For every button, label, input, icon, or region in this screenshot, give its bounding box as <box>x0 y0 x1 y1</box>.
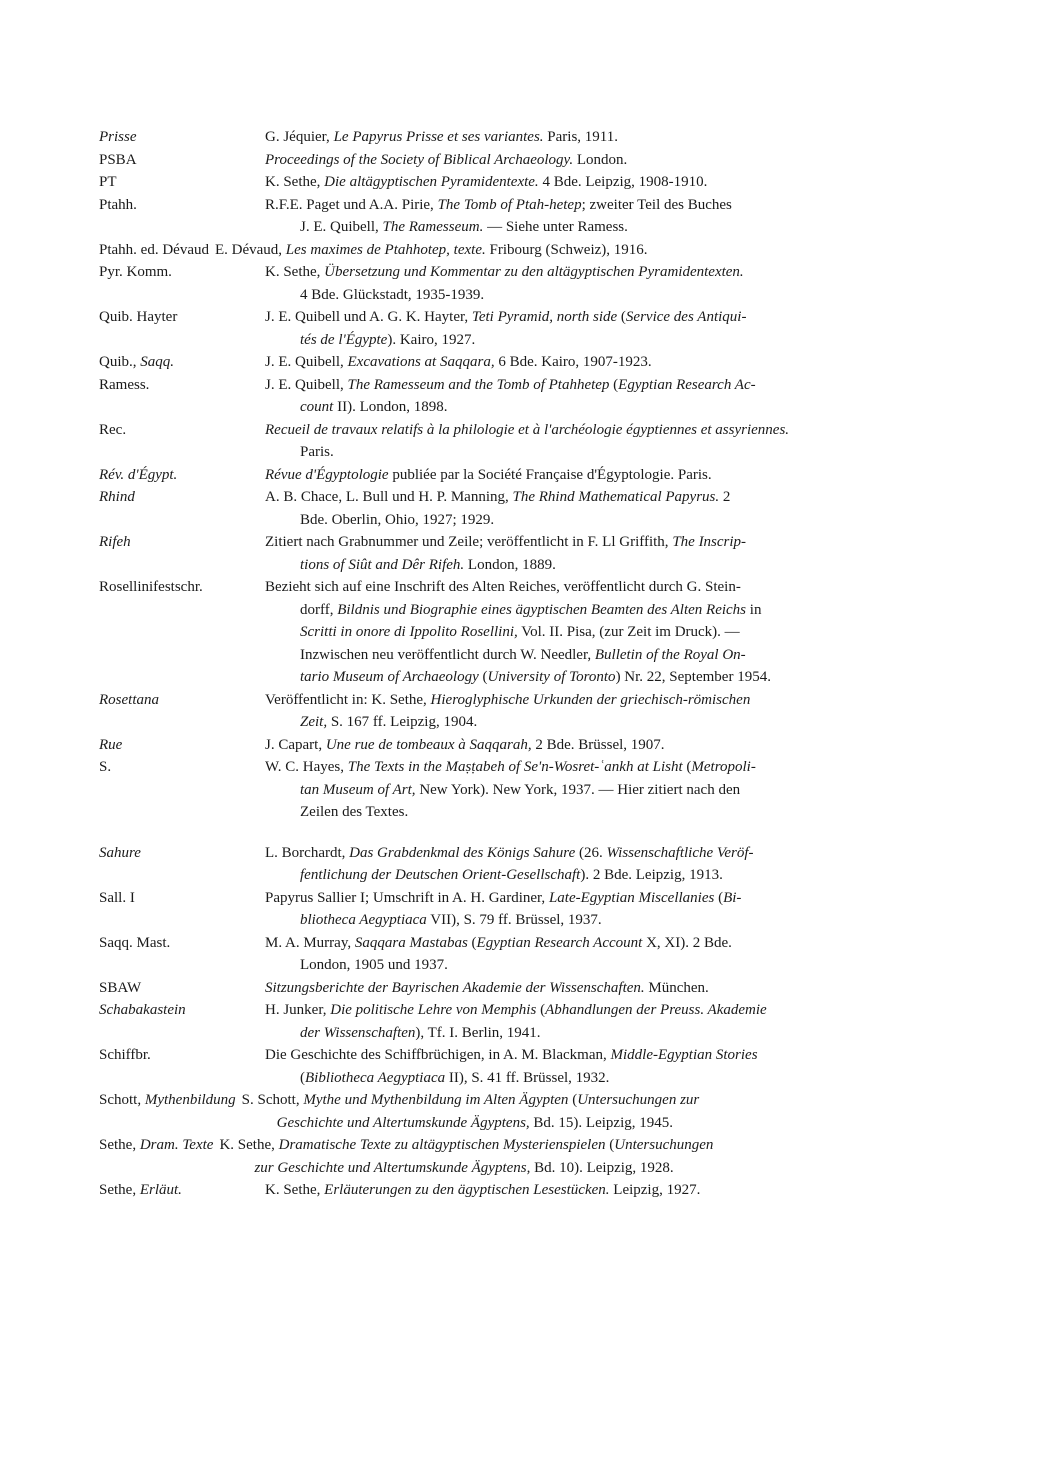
citation-text: Bezieht sich auf eine Inschrift des Alten Reiches, veröffentlicht durch G. Stein- <box>265 579 741 595</box>
citation-text: der Wissenschaften <box>300 1024 416 1041</box>
entry-citation <box>265 999 939 1044</box>
citation-text: Bi- <box>723 889 742 906</box>
citation-text: ( <box>300 1069 305 1086</box>
citation-text: Bd. 10). Leipzig, 1928. <box>530 1159 674 1176</box>
entry-abbreviation <box>99 194 265 239</box>
citation-text: 2 Bde. Brüssel, 1907. <box>531 736 665 753</box>
abbreviation-text: SBAW <box>99 979 142 996</box>
citation-text: Recueil de travaux relatifs à la philologie et à l'archéologie égyptiennes et assyriennes. <box>265 421 790 438</box>
bibliography-entry <box>99 149 939 172</box>
entry-citation <box>265 351 939 374</box>
citation-text: ( <box>714 889 724 906</box>
citation-text: Paris, 1911. <box>543 129 618 145</box>
citation-text: London. <box>573 151 628 168</box>
entry-abbreviation <box>99 306 265 351</box>
bibliography-entry <box>99 1179 939 1202</box>
citation-text: Wissenschaftliche Veröf- <box>606 844 754 861</box>
citation-text: K. Sethe, <box>265 264 325 280</box>
citation-text: Scritti in onore di Ippolito Rosellini, <box>300 624 518 640</box>
entry-abbreviation <box>99 351 265 374</box>
entry-abbreviation <box>99 1179 265 1202</box>
entry-abbreviation <box>99 239 215 262</box>
citation-line <box>265 464 939 487</box>
citation-line <box>265 419 939 442</box>
entry-citation <box>265 932 939 977</box>
bibliography-entry <box>99 171 939 194</box>
abbreviation-text: S. <box>99 759 112 775</box>
citation-text: 6 Bde. Kairo, 1907-1923. <box>494 354 652 370</box>
citation-text: Les maximes de Ptahhotep, texte. <box>285 241 486 258</box>
entry-abbreviation <box>99 689 265 734</box>
abbreviation-text: Rifeh <box>99 534 131 550</box>
bibliography-entry <box>99 419 939 464</box>
bibliography-entry <box>99 261 939 306</box>
citation-line <box>265 374 939 397</box>
citation-text: II). London, 1898. <box>333 399 448 415</box>
entry-abbreviation <box>99 261 265 306</box>
entry-citation <box>265 486 939 531</box>
citation-text: Untersuchungen <box>614 1137 714 1153</box>
citation-text: Fribourg (Schweiz), 1916. <box>485 241 648 258</box>
citation-text: Excavations at Saqqara, <box>347 354 495 370</box>
bibliography-entry <box>99 689 939 734</box>
citation-text: 4 Bde. Leipzig, 1908-1910. <box>538 174 708 190</box>
citation-text: The Texts in the Maṣṭabeh of Se'n-Wosret-ʿankh at Lisht <box>347 759 683 775</box>
abbreviation-text: Rosettana <box>99 691 159 708</box>
citation-line <box>265 801 939 824</box>
citation-text: Middle-Egyptian Stories <box>610 1047 758 1063</box>
entry-citation <box>265 756 939 824</box>
citation-text: Abhandlungen der Preuss. Akademie <box>545 1002 767 1018</box>
abbreviation-text: Ptahh. ed. Dévaud <box>99 241 209 258</box>
bibliography-entry <box>99 194 939 239</box>
entry-abbreviation <box>99 1044 265 1089</box>
citation-text: ). 2 Bde. Leipzig, 1913. <box>580 867 723 883</box>
entry-citation <box>265 531 939 576</box>
abbreviation-text: Rév. d'Égypt. <box>99 466 178 483</box>
citation-line <box>242 1089 939 1112</box>
abbreviation-text: Rhind <box>99 489 135 505</box>
citation-line <box>265 261 939 284</box>
bibliography-entry <box>99 576 939 689</box>
entry-abbreviation <box>99 531 265 576</box>
citation-text: 4 Bde. Glückstadt, 1935-1939. <box>300 286 485 303</box>
citation-line <box>265 441 939 464</box>
citation-line <box>265 554 939 577</box>
bibliography-entry <box>99 887 939 932</box>
citation-text: Die politische Lehre von Memphis <box>330 1002 537 1018</box>
citation-line <box>265 329 939 352</box>
bibliography-entry <box>99 1089 939 1134</box>
citation-text: University of Toronto <box>487 669 616 685</box>
citation-text: New York). New York, 1937. — Hier zitiert nach den <box>415 781 741 798</box>
citation-text: Paris. <box>300 444 334 460</box>
citation-line <box>265 1067 939 1090</box>
entry-abbreviation <box>99 977 265 1000</box>
abbreviation-text: Dram. Texte <box>139 1137 214 1153</box>
citation-text: Dramatische Texte zu altägyptischen Mysterienspielen <box>278 1137 606 1153</box>
abbreviation-text: Ptahh. <box>99 196 137 213</box>
citation-line <box>219 1134 939 1157</box>
abbreviation-text: Quib. Hayter <box>99 309 178 325</box>
entry-abbreviation <box>99 999 265 1044</box>
citation-text: K. Sethe, <box>265 1182 325 1198</box>
entry-abbreviation <box>99 1089 242 1134</box>
entry-abbreviation <box>99 464 265 487</box>
citation-text: The Ramesseum and the Tomb of Ptahhetep <box>347 376 610 393</box>
citation-text: Papyrus Sallier I; Umschrift in A. H. Gardiner, <box>265 889 549 906</box>
abbreviation-text: Schott, <box>99 1092 145 1108</box>
abbreviation-text: Prisse <box>99 129 137 145</box>
citation-text: Veröffentlicht in: K. Sethe, <box>265 691 431 708</box>
citation-line <box>265 531 939 554</box>
citation-text: Le Papyrus Prisse et ses variantes. <box>333 129 544 145</box>
citation-line <box>265 149 939 172</box>
citation-text: 2 <box>719 489 731 505</box>
citation-text: Bibliotheca Aegyptiaca <box>305 1069 446 1086</box>
citation-text: Zeilen des Textes. <box>300 804 409 820</box>
entry-citation <box>265 374 939 419</box>
citation-line <box>265 599 939 622</box>
citation-text: ( <box>568 1092 578 1108</box>
citation-line <box>265 977 939 1000</box>
citation-text: E. Dévaud, <box>214 241 286 258</box>
entry-abbreviation <box>99 1134 219 1179</box>
entry-citation <box>265 419 939 464</box>
citation-text: Mythe und Mythenbildung im Alten Ägypten <box>303 1092 569 1108</box>
entry-citation <box>219 1134 939 1179</box>
abbreviation-text: Rue <box>99 736 123 753</box>
bibliography-entry <box>99 1044 939 1089</box>
entry-citation <box>265 126 939 149</box>
entry-abbreviation <box>99 932 265 977</box>
citation-text: ( <box>467 934 477 951</box>
entry-abbreviation <box>99 419 265 464</box>
abbreviation-text: Saqq. <box>140 354 174 370</box>
citation-line <box>265 284 939 307</box>
bibliography-entry <box>99 756 939 824</box>
citation-text: J. E. Quibell, <box>265 376 348 393</box>
citation-text: G. Jéquier, <box>265 129 334 145</box>
entry-citation <box>265 734 939 757</box>
entry-citation <box>265 1179 939 1202</box>
citation-text: tés de l'Égypte <box>300 331 388 348</box>
citation-text: The Tomb of Ptah-hetep <box>437 196 582 213</box>
citation-line <box>265 666 939 689</box>
entry-citation <box>265 464 939 487</box>
bibliography-entry <box>99 842 939 887</box>
citation-text: Révue d'Égyptologie <box>265 466 389 483</box>
citation-text: II), S. 41 ff. Brüssel, 1932. <box>445 1069 610 1086</box>
citation-text: Untersuchungen zur <box>577 1092 700 1108</box>
citation-line <box>265 351 939 374</box>
entry-citation <box>265 977 939 1000</box>
citation-text: The Ramesseum. <box>382 219 484 235</box>
citation-text: Egyptian Research Account <box>476 934 643 951</box>
citation-text: Sitzungsberichte der Bayrischen Akademie der Wissenschaften. <box>265 979 645 996</box>
citation-text: H. Junker, <box>265 1002 331 1018</box>
citation-text: fentlichung der Deutschen Orient-Gesellschaft <box>300 867 581 883</box>
citation-text: W. C. Hayes, <box>265 759 348 775</box>
citation-line <box>265 644 939 667</box>
abbreviation-text: PSBA <box>99 151 137 168</box>
citation-line <box>265 486 939 509</box>
bibliography-entry <box>99 1134 939 1179</box>
citation-text: The Rhind Mathematical Papyrus. <box>512 489 720 505</box>
abbreviation-text: Quib., <box>99 354 141 370</box>
abbreviation-text: Mythenbildung <box>144 1092 236 1108</box>
abbreviation-text: Schabakastein <box>99 1002 186 1018</box>
bibliography-entry <box>99 734 939 757</box>
citation-text: publiée par la Société Française d'Égyptologie. Paris. <box>388 466 712 483</box>
citation-text: Teti Pyramid, north side <box>471 309 618 325</box>
citation-line <box>265 1179 939 1202</box>
citation-text: ), Tf. I. Berlin, 1941. <box>415 1024 541 1041</box>
citation-text: ). Kairo, 1927. <box>387 331 476 348</box>
citation-text: Die altägyptischen Pyramidentexte. <box>324 174 539 190</box>
citation-line <box>265 779 939 802</box>
citation-text: Leipzig, 1927. <box>609 1182 701 1198</box>
citation-line <box>265 306 939 329</box>
citation-line <box>265 689 939 712</box>
abbreviation-text: Sall. I <box>99 889 135 906</box>
entry-abbreviation <box>99 734 265 757</box>
citation-text: in <box>746 601 762 618</box>
entry-citation <box>265 576 939 689</box>
abbreviation-text: Ramess. <box>99 376 150 393</box>
citation-text: Die Geschichte des Schiffbrüchigen, in A. M. Blackman, <box>265 1047 611 1063</box>
citation-line <box>265 171 939 194</box>
citation-text: K. Sethe, <box>265 174 325 190</box>
entry-citation <box>265 306 939 351</box>
citation-text: ( <box>609 376 619 393</box>
citation-text: zur Geschichte und Altertumskunde Ägyptens, <box>254 1159 531 1176</box>
citation-line <box>265 194 939 217</box>
bibliography-entry <box>99 126 939 149</box>
entry-abbreviation <box>99 842 265 887</box>
citation-text: J. E. Quibell, <box>265 354 348 370</box>
citation-text: Das Grabdenkmal des Königs Sahure <box>349 844 576 861</box>
citation-text: (26. <box>575 844 607 861</box>
citation-line <box>265 1044 939 1067</box>
abbreviation-text: Pyr. Komm. <box>99 264 172 280</box>
citation-text: J. E. Quibell, <box>300 219 383 235</box>
citation-line <box>265 216 939 239</box>
entry-abbreviation <box>99 756 265 824</box>
citation-line <box>242 1112 939 1135</box>
entry-abbreviation <box>99 149 265 172</box>
citation-line <box>265 734 939 757</box>
citation-text: Bd. 15). Leipzig, 1945. <box>529 1114 673 1131</box>
entry-citation <box>215 239 939 262</box>
citation-text: tions of Siût and Dêr Rifeh. <box>300 556 465 573</box>
citation-text: Late-Egyptian Miscellanies <box>548 889 715 906</box>
citation-text: ( <box>605 1137 615 1153</box>
citation-text: Une rue de tombeaux à Saqqarah, <box>325 736 532 753</box>
citation-text: Bulletin of the Royal On- <box>594 646 746 663</box>
citation-text: Service des Antiqui- <box>625 309 747 325</box>
citation-line <box>265 864 939 887</box>
citation-text: London, 1905 und 1937. <box>300 957 448 973</box>
abbreviation-text: Sethe, <box>99 1137 140 1153</box>
bibliography-entry <box>99 374 939 419</box>
citation-text: Saqqara Mastabas <box>354 934 468 951</box>
citation-line <box>265 954 939 977</box>
abbreviation-text: Rosellinifestschr. <box>99 579 203 595</box>
citation-text: Egyptian Research Ac- <box>618 376 756 393</box>
entry-abbreviation <box>99 126 265 149</box>
citation-text: count <box>300 399 334 415</box>
citation-text: Zeit, <box>300 714 328 730</box>
citation-text: K. Sethe, <box>219 1137 279 1153</box>
entry-citation <box>265 149 939 172</box>
bibliography-list <box>99 126 939 1202</box>
citation-line <box>265 999 939 1022</box>
citation-text: Geschichte und Altertumskunde Ägyptens, <box>276 1114 530 1131</box>
citation-text: dorff, <box>300 601 338 618</box>
citation-text: R.F.E. Paget und A.A. Pirie, <box>265 196 438 213</box>
citation-text: Proceedings of the Society of Biblical Archaeology. <box>265 151 574 168</box>
citation-text: X, XI). 2 Bde. <box>642 934 732 951</box>
citation-line <box>265 909 939 932</box>
citation-text: Erläuterungen zu den ägyptischen Lesestücken. <box>324 1182 610 1198</box>
citation-line <box>215 239 939 262</box>
citation-line <box>265 509 939 532</box>
citation-text: München. <box>644 979 709 996</box>
abbreviation-text: Erläut. <box>139 1182 182 1198</box>
section-gap <box>99 824 939 842</box>
entry-abbreviation <box>99 887 265 932</box>
citation-text: ( <box>536 1002 546 1018</box>
citation-line <box>265 1022 939 1045</box>
citation-line <box>265 396 939 419</box>
citation-text: ; zweiter Teil des Buches <box>581 196 732 213</box>
entry-abbreviation <box>99 374 265 419</box>
citation-text: Bildnis und Biographie eines ägyptischen Beamten des Alten Reichs <box>337 601 747 618</box>
citation-text: ( <box>682 759 692 775</box>
citation-text: J. Capart, <box>265 736 326 753</box>
abbreviation-text: PT <box>99 174 117 190</box>
citation-text: tan Museum of Art, <box>300 781 416 798</box>
abbreviation-text: Rec. <box>99 421 127 438</box>
citation-text: ) Nr. 22, September 1954. <box>615 669 771 685</box>
bibliography-entry <box>99 531 939 576</box>
citation-text: Inzwischen neu veröffentlicht durch W. Needler, <box>300 646 595 663</box>
entry-abbreviation <box>99 576 265 689</box>
entry-citation <box>265 261 939 306</box>
citation-text: S. 167 ff. Leipzig, 1904. <box>327 714 478 730</box>
citation-text: VII), S. 79 ff. Brüssel, 1937. <box>426 912 602 928</box>
citation-text: Vol. II. Pisa, (zur Zeit im Druck). — <box>517 624 740 640</box>
citation-line <box>265 756 939 779</box>
citation-text: L. Borchardt, <box>265 844 350 861</box>
entry-citation <box>265 689 939 734</box>
bibliography-entry <box>99 486 939 531</box>
citation-text: bliotheca Aegyptiaca <box>300 912 427 928</box>
abbreviation-text: Sethe, <box>99 1182 140 1198</box>
citation-text: Zitiert nach Grabnummer und Zeile; veröffentlicht in F. Ll Griffith, <box>265 534 673 550</box>
entry-citation <box>265 842 939 887</box>
entry-citation <box>265 194 939 239</box>
citation-line <box>265 711 939 734</box>
citation-text: J. E. Quibell und A. G. K. Hayter, <box>265 309 472 325</box>
citation-text: Bde. Oberlin, Ohio, 1927; 1929. <box>300 511 495 528</box>
entry-abbreviation <box>99 171 265 194</box>
citation-text: A. B. Chace, L. Bull und H. P. Manning, <box>265 489 513 505</box>
entry-citation <box>265 887 939 932</box>
citation-text: S. Schott, <box>241 1092 304 1108</box>
abbreviation-text: Sahure <box>99 844 141 861</box>
citation-text: Hieroglyphische Urkunden der griechisch-römischen <box>430 691 751 708</box>
bibliography-entry <box>99 351 939 374</box>
citation-text: The Inscrip- <box>672 534 747 550</box>
citation-line <box>265 932 939 955</box>
citation-text: Metropoli- <box>691 759 756 775</box>
citation-line <box>265 621 939 644</box>
entry-abbreviation <box>99 486 265 531</box>
citation-text: tario Museum of Archaeology <box>300 669 479 685</box>
bibliography-entry <box>99 977 939 1000</box>
citation-line <box>219 1157 939 1180</box>
abbreviation-text: Schiffbr. <box>99 1047 151 1063</box>
bibliography-entry <box>99 932 939 977</box>
citation-line <box>265 126 939 149</box>
citation-line <box>265 576 939 599</box>
bibliography-entry <box>99 464 939 487</box>
citation-text: M. A. Murray, <box>265 934 355 951</box>
abbreviation-text: Saqq. Mast. <box>99 934 171 951</box>
citation-text: London, 1889. <box>464 556 556 573</box>
bibliography-entry <box>99 306 939 351</box>
citation-text: ( <box>478 669 488 685</box>
citation-text: ( <box>617 309 626 325</box>
bibliography-entry <box>99 239 939 262</box>
entry-citation <box>265 1044 939 1089</box>
citation-text: — Siehe unter Ramess. <box>483 219 628 235</box>
bibliography-entry <box>99 999 939 1044</box>
citation-line <box>265 887 939 910</box>
citation-line <box>265 842 939 865</box>
citation-text: Übersetzung und Kommentar zu den altägyptischen Pyramidentexten. <box>324 264 744 280</box>
entry-citation <box>242 1089 939 1134</box>
entry-citation <box>265 171 939 194</box>
